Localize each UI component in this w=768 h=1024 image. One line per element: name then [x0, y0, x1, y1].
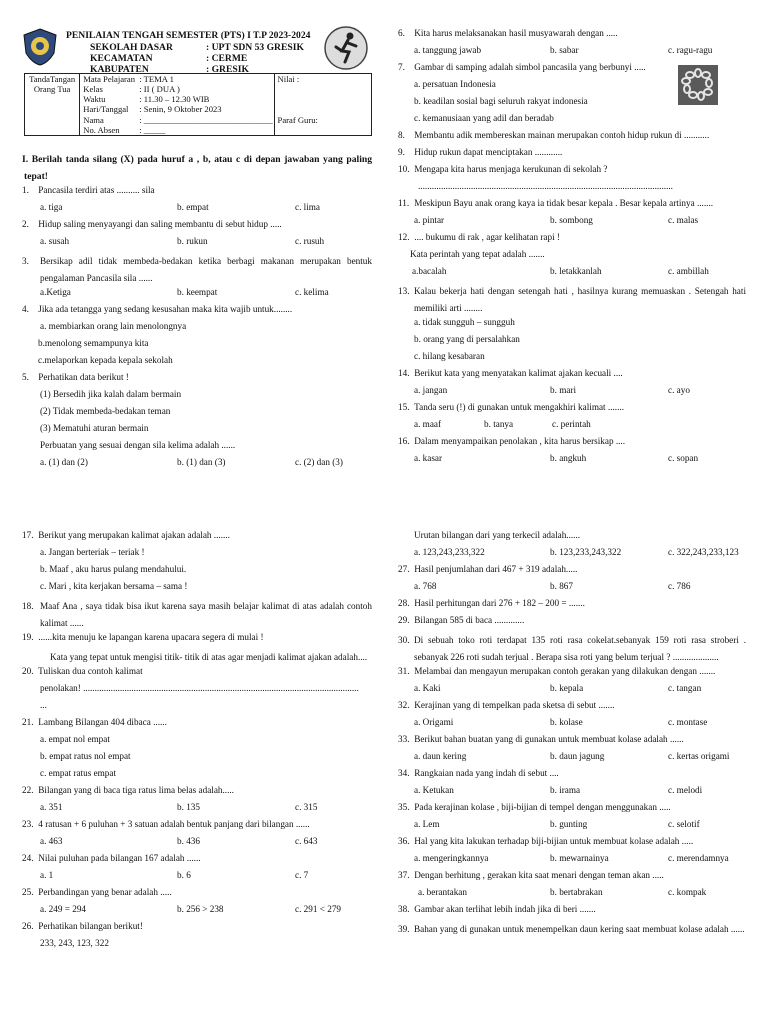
- q35-number: 35.: [398, 802, 410, 812]
- q5-option-b[interactable]: b. (1) dan (3): [177, 457, 226, 467]
- q5-option-a[interactable]: a. (1) dan (2): [40, 457, 88, 467]
- q26-number-list: 233, 243, 123, 322: [40, 938, 109, 948]
- q37-option-c[interactable]: c. kompak: [668, 887, 707, 897]
- district-label: KECAMATAN: [90, 53, 153, 64]
- q11-text: Meskipun Bayu anak orang kaya ia tidak besar kepala . Besar kepala artinya .......: [414, 198, 714, 208]
- q11-option-a[interactable]: a. pintar: [414, 215, 445, 225]
- q15-option-c[interactable]: c. perintah: [552, 419, 591, 429]
- q16-option-c[interactable]: c. sopan: [668, 453, 699, 463]
- student-info-table: [24, 73, 372, 136]
- q3-option-c[interactable]: c. kelima: [295, 287, 329, 297]
- q4-option-a[interactable]: a. membiarkan orang lain menolongnya: [40, 321, 187, 331]
- q13-option-b[interactable]: b. orang yang di persalahkan: [414, 334, 520, 344]
- q5-option-c[interactable]: c. (2) dan (3): [295, 457, 343, 467]
- school-value: : UPT SDN 53 GRESIK: [206, 42, 304, 53]
- time-label: Waktu: [83, 94, 106, 105]
- q5-number: 5.: [22, 372, 29, 382]
- q38-text: Gambar akan terlihat lebih indah jika di beri .......: [414, 904, 596, 914]
- q21-option-b[interactable]: b. empat ratus nol empat: [40, 751, 131, 761]
- score-label: Nilai :: [277, 74, 300, 84]
- date-label: Hari/Tanggal: [83, 104, 129, 115]
- q35-option-b[interactable]: b. gunting: [550, 819, 588, 829]
- regency-label: KABUPATEN: [90, 64, 149, 75]
- q20-answer-continuation[interactable]: ...: [40, 700, 47, 710]
- absen-field[interactable]: : _____: [139, 124, 166, 135]
- q23-option-a[interactable]: a. 463: [40, 836, 63, 846]
- q13-number: 13.: [398, 286, 410, 296]
- q3-number: 3.: [22, 256, 29, 266]
- subject-value: : TEMA 1: [139, 74, 174, 84]
- q22-option-c[interactable]: c. 315: [295, 802, 318, 812]
- q34-option-a[interactable]: a. Ketukan: [414, 785, 454, 795]
- q17-option-b[interactable]: b. Maaf , aku harus pulang mendahului.: [40, 564, 187, 574]
- q35-option-c[interactable]: c. selotif: [668, 819, 700, 829]
- q6-option-c[interactable]: c. ragu-ragu: [668, 45, 713, 55]
- pancasila-chain-symbol-icon: [678, 65, 718, 105]
- q25-number: 25.: [22, 887, 34, 897]
- q25-text: Perbandingan yang benar adalah .....: [38, 887, 172, 897]
- q17-option-a[interactable]: a. Jangan berteriak – teriak !: [40, 547, 145, 557]
- q21-option-c[interactable]: c. empat ratus empat: [40, 768, 117, 778]
- q7-text: Gambar di samping adalah simbol pancasila yang berbunyi .....: [414, 62, 646, 72]
- q14-option-b[interactable]: b. mari: [550, 385, 577, 395]
- q32-option-a[interactable]: a. Origami: [414, 717, 454, 727]
- q14-number: 14.: [398, 368, 410, 378]
- q13-option-a[interactable]: a. tidak sungguh – sungguh: [414, 317, 515, 327]
- q14-option-a[interactable]: a. jangan: [414, 385, 448, 395]
- q24-number: 24.: [22, 853, 34, 863]
- q20-number: 20.: [22, 666, 34, 676]
- parent-signature-cell: TandaTangan Orang Tua: [25, 74, 80, 136]
- q1-option-a[interactable]: a. tiga: [40, 202, 63, 212]
- q25-option-c[interactable]: c. 291 < 279: [295, 904, 342, 914]
- q33-option-b[interactable]: b. daun jagung: [550, 751, 605, 761]
- q3-option-a[interactable]: a.Ketiga: [40, 287, 71, 297]
- q5-prompt: Perbuatan yang sesuai dengan sila kelima adalah ......: [40, 440, 236, 450]
- q6-option-a[interactable]: a. tanggung jawab: [414, 45, 482, 55]
- q32-text: Kerajinan yang di tempelkan pada sketsa di sebut .......: [414, 700, 615, 710]
- q4-option-c[interactable]: c.melaporkan kepada kepala sekolah: [38, 355, 173, 365]
- q2-option-c[interactable]: c. rusuh: [295, 236, 325, 246]
- q29-text: Bilangan 585 di baca .............: [414, 615, 525, 625]
- q11-option-b[interactable]: b. sombong: [550, 215, 593, 225]
- q7-option-c[interactable]: c. kemanusiaan yang adil dan beradab: [414, 113, 554, 123]
- q13-text: Kalau bekerja hati dengan setengah hati , hasilnya kurang memuaskan . Setengah hati memiliki arti ........: [414, 286, 746, 313]
- q26-option-b[interactable]: b. 123,233,243,322: [550, 547, 622, 557]
- q13-option-c[interactable]: c. hilang kesabaran: [414, 351, 485, 361]
- q10-text: Mengapa kita harus menjaga kerukunan di sekolah ?: [414, 164, 608, 174]
- q1-option-b[interactable]: b. empat: [177, 202, 209, 212]
- q10-number: 10.: [398, 164, 410, 174]
- q25-option-a[interactable]: a. 249 = 294: [40, 904, 87, 914]
- q4-text: Jika ada tetangga yang sedang kesusahan maka kita wajib untuk........: [38, 304, 293, 314]
- q27-text: Hasil penjumlahan dari 467 + 319 adalah.....: [414, 564, 578, 574]
- teacher-initial-label: Paraf Guru:: [277, 115, 318, 126]
- q22-number: 22.: [22, 785, 34, 795]
- regency-value: : GRESIK: [206, 64, 249, 75]
- q24-option-a[interactable]: a. 1: [40, 870, 54, 880]
- q19-prompt: Kata yang tepat untuk mengisi titik- titik di atas agar menjadi kalimat ajakan adalah....: [50, 652, 368, 662]
- q27-number: 27.: [398, 564, 410, 574]
- q7-option-b[interactable]: b. keadilan sosial bagi seluruh rakyat indonesia: [414, 96, 588, 106]
- q1-option-c[interactable]: c. lima: [295, 202, 321, 212]
- q20-answer-line[interactable]: penolakan! ........................................................................................................................: [40, 683, 359, 693]
- q30-text: Di sebuah toko roti terdapat 135 roti rasa cokelat.sebanyak 159 roti rasa stroberi . sebanyak 226 roti sudah terjual . Berapa sisa roti yang belum terjual ? ....................: [414, 635, 746, 662]
- q32-option-c[interactable]: c. montase: [668, 717, 708, 727]
- q4-number: 4.: [22, 304, 29, 314]
- q24-option-b[interactable]: b. 6: [177, 870, 191, 880]
- q20-text: Tuliskan dua contoh kalimat: [38, 666, 143, 676]
- class-label: Kelas: [83, 84, 103, 95]
- q6-text: Kita harus melaksanakan hasil musyawarah dengan .....: [414, 28, 618, 38]
- q23-text: 4 ratusan + 6 puluhan + 3 satuan adalah bentuk panjang dari bilangan ......: [38, 819, 310, 829]
- q1-text: Pancasila terdiri atas .......... sila: [38, 185, 155, 195]
- q9-number: 9.: [398, 147, 405, 157]
- q8-text: Membantu adik membereskan mainan merupakan contoh hidup rukun di ...........: [414, 130, 710, 140]
- q39-text: Bahan yang di gunakan untuk menempelkan daun kering saat membuat kolase adalah ......: [414, 924, 745, 934]
- q34-option-c[interactable]: c. melodi: [668, 785, 703, 795]
- q31-number: 31.: [398, 666, 410, 676]
- q33-text: Berikut bahan buatan yang di gunakan untuk membuat kolase adalah ......: [414, 734, 684, 744]
- q36-number: 36.: [398, 836, 410, 846]
- q18-text: Maaf Ana , saya tidak bisa ikut karena saya masih belajar kalimat di atas adalah contoh kalimat ......: [40, 601, 372, 628]
- q27-option-c[interactable]: c. 786: [668, 581, 691, 591]
- q21-text: Lambang Bilangan 404 dibaca ......: [38, 717, 167, 727]
- school-emblem-icon: [20, 27, 60, 67]
- q26-text: Perhatikan bilangan berikut!: [38, 921, 143, 931]
- q39-number: 39.: [398, 924, 410, 934]
- q17-text: Berikut yang merupakan kalimat ajakan adalah .......: [38, 530, 230, 540]
- subject-label: Mata Pelajaran: [83, 74, 136, 84]
- q15-number: 15.: [398, 402, 410, 412]
- class-value: : II ( DUA ): [139, 84, 180, 95]
- q12-option-c[interactable]: c. ambillah: [668, 266, 709, 276]
- q2-text: Hidup saling menyayangi dan saling membantu di sebut hidup .....: [38, 219, 282, 229]
- absen-label: No. Absen: [83, 124, 120, 135]
- q12-option-b[interactable]: b. letakkanlah: [550, 266, 602, 276]
- exam-title: PENILAIAN TENGAH SEMESTER (PTS) I T.P 2023-2024: [66, 30, 311, 41]
- time-value: : 11.30 – 12.30 WIB: [139, 94, 210, 105]
- q22-option-a[interactable]: a. 351: [40, 802, 63, 812]
- q23-number: 23.: [22, 819, 34, 829]
- q32-option-b[interactable]: b. kolase: [550, 717, 583, 727]
- q26-option-a[interactable]: a. 123,243,233,322: [414, 547, 485, 557]
- q7-option-a[interactable]: a. persatuan Indonesia: [414, 79, 496, 89]
- q15-option-b[interactable]: b. tanya: [484, 419, 514, 429]
- q34-option-b[interactable]: b. irama: [550, 785, 581, 795]
- q5-text: Perhatikan data berikut !: [38, 372, 129, 382]
- section-instruction: I. Berilah tanda silang (X) pada huruf a , b, atau c di depan jawaban yang paling tepat!: [22, 154, 372, 182]
- merdeka-belajar-logo-icon: [323, 25, 369, 71]
- q32-number: 32.: [398, 700, 410, 710]
- q21-number: 21.: [22, 717, 34, 727]
- name-label: Nama: [83, 114, 104, 125]
- q31-option-a[interactable]: a. Kaki: [414, 683, 441, 693]
- q26-number: 26.: [22, 921, 34, 931]
- q9-text: Hidup rukun dapat menciptakan ............: [414, 147, 563, 157]
- q26-option-c[interactable]: c. 322,243,233,123: [668, 547, 739, 557]
- q5-item-3: (3) Mematuhi aturan bermain: [40, 423, 149, 433]
- q27-option-a[interactable]: a. 768: [414, 581, 437, 591]
- q37-number: 37.: [398, 870, 410, 880]
- q29-number: 29.: [398, 615, 410, 625]
- q27-option-b[interactable]: b. 867: [550, 581, 573, 591]
- q35-option-a[interactable]: a. Lem: [414, 819, 440, 829]
- q3-option-b[interactable]: b. keempat: [177, 287, 218, 297]
- q14-option-c[interactable]: c. ayo: [668, 385, 690, 395]
- q37-text: Dengan berhitung , gerakan kita saat menari dengan teman akan .....: [414, 870, 664, 880]
- q36-option-b[interactable]: b. mewarnainya: [550, 853, 609, 863]
- q14-text: Berikut kata yang menyatakan kalimat ajakan kecuali ....: [414, 368, 623, 378]
- q34-number: 34.: [398, 768, 410, 778]
- q11-option-c[interactable]: c. malas: [668, 215, 699, 225]
- q16-option-b[interactable]: b. angkuh: [550, 453, 587, 463]
- q18-number: 18.: [22, 601, 34, 611]
- q3-text: Bersikap adil tidak membeda-bedakan ketika berbagi makanan merupakan bentuk pengalaman Pancasila sila ......: [40, 256, 372, 283]
- q38-number: 38.: [398, 904, 410, 914]
- date-value: : Senin, 9 Oktober 2023: [139, 104, 222, 115]
- q2-number: 2.: [22, 219, 29, 229]
- q24-text: Nilai puluhan pada bilangan 167 adalah ......: [38, 853, 201, 863]
- q37-option-a[interactable]: a. berantakan: [418, 887, 467, 897]
- q19-text: ......kita menuju ke lapangan karena upacara segera di mulai !: [38, 632, 264, 642]
- q15-option-a[interactable]: a. maaf: [414, 419, 442, 429]
- q5-item-1: (1) Bersedih jika kalah dalam bermain: [40, 389, 182, 399]
- q33-option-c[interactable]: c. kertas origami: [668, 751, 730, 761]
- q6-number: 6.: [398, 28, 405, 38]
- q12-number: 12.: [398, 232, 410, 242]
- q2-option-a[interactable]: a. susah: [40, 236, 70, 246]
- q37-option-b[interactable]: b. bertabrakan: [550, 887, 603, 897]
- q26-prompt: Urutan bilangan dari yang terkecil adalah......: [414, 530, 581, 540]
- q12-option-a[interactable]: a.bacalah: [412, 266, 447, 276]
- q33-number: 33.: [398, 734, 410, 744]
- q28-text: Hasil perhitungan dari 276 + 182 – 200 = .......: [414, 598, 585, 608]
- q2-option-b[interactable]: b. rukun: [177, 236, 208, 246]
- q16-number: 16.: [398, 436, 410, 446]
- q22-text: Bilangan yang di baca tiga ratus lima belas adalah.....: [38, 785, 234, 795]
- q31-option-c[interactable]: c. tangan: [668, 683, 702, 693]
- q16-option-a[interactable]: a. kasar: [414, 453, 443, 463]
- q4-option-b[interactable]: b.menolong semampunya kita: [38, 338, 149, 348]
- q6-option-b[interactable]: b. sabar: [550, 45, 579, 55]
- q35-text: Pada kerajinan kolase , biji-bijian di tempel dengan menggunakan .....: [414, 802, 671, 812]
- q28-number: 28.: [398, 598, 410, 608]
- name-field[interactable]: : ______________________________: [139, 114, 273, 125]
- q10-answer-line[interactable]: ...............................................................................................................: [418, 181, 673, 191]
- q12-prompt: Kata perintah yang tepat adalah .......: [410, 249, 545, 259]
- q30-number: 30.: [398, 635, 410, 645]
- q23-option-b[interactable]: b. 436: [177, 836, 200, 846]
- q7-number: 7.: [398, 62, 405, 72]
- q19-number: 19.: [22, 632, 34, 642]
- q21-option-a[interactable]: a. empat nol empat: [40, 734, 110, 744]
- q23-option-c[interactable]: c. 643: [295, 836, 318, 846]
- q8-number: 8.: [398, 130, 405, 140]
- q25-option-b[interactable]: b. 256 > 238: [177, 904, 224, 914]
- q36-text: Hal yang kita lakukan terhadap biji-bijian untuk membuat kolase adalah .....: [414, 836, 694, 846]
- q1-number: 1.: [22, 185, 29, 195]
- q24-option-c[interactable]: c. 7: [295, 870, 309, 880]
- q31-text: Melambai dan mengayun merupakan contoh gerakan yang dilakukan dengan .......: [414, 666, 716, 676]
- q17-option-c[interactable]: c. Mari , kita kerjakan bersama – sama !: [40, 581, 188, 591]
- q36-option-a[interactable]: a. mengeringkannya: [414, 853, 489, 863]
- q11-number: 11.: [398, 198, 410, 208]
- district-value: : CERME: [206, 53, 248, 64]
- q5-item-2: (2) Tidak membeda-bedakan teman: [40, 406, 171, 416]
- q15-text: Tanda seru (!) di gunakan untuk mengakhiri kalimat .......: [414, 402, 624, 412]
- q16-text: Dalam menyampaikan penolakan , kita harus bersikap ....: [414, 436, 626, 446]
- q17-number: 17.: [22, 530, 34, 540]
- q22-option-b[interactable]: b. 135: [177, 802, 200, 812]
- q31-option-b[interactable]: b. kepala: [550, 683, 584, 693]
- q12-text: .... bukumu di rak , agar kelihatan rapi !: [414, 232, 560, 242]
- q36-option-c[interactable]: c. merendamnya: [668, 853, 729, 863]
- q34-text: Rangkaian nada yang indah di sebut ....: [414, 768, 559, 778]
- q33-option-a[interactable]: a. daun kering: [414, 751, 467, 761]
- school-label: SEKOLAH DASAR: [90, 42, 173, 53]
